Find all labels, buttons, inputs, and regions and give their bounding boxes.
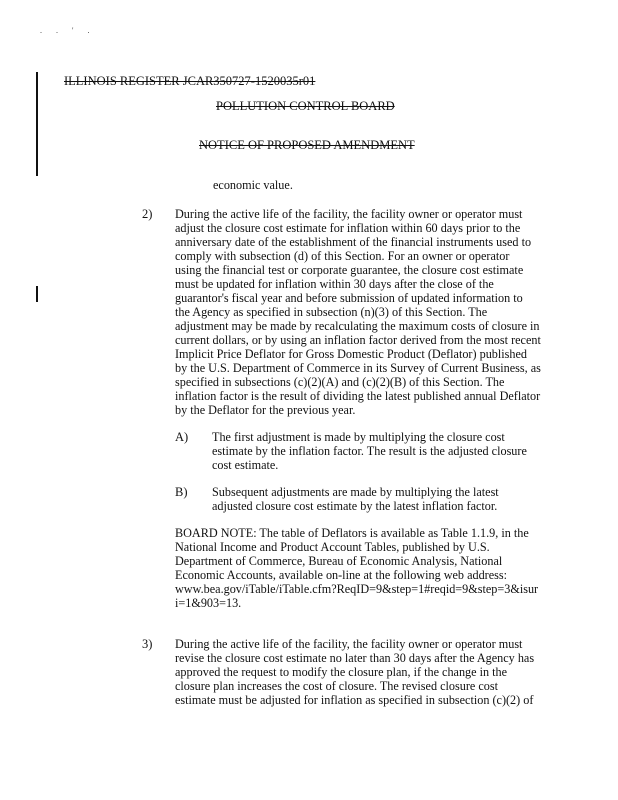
text-line: comply with subsection (d) of this Section. For an owner or operator <box>175 249 510 263</box>
item-number: 2) <box>142 207 153 221</box>
text-line: The first adjustment is made by multiplying the closure cost <box>212 430 505 444</box>
text-line: Implicit Price Deflator for Gross Domestic Product (Deflator) published <box>175 347 527 361</box>
text-line: the Agency as specified in subsection (n)(3) of this Section. The <box>175 305 488 319</box>
register-header: ILLINOIS REGISTER JCAR350727-1520035r01 <box>64 74 316 88</box>
item-number: A) <box>175 430 189 444</box>
text-line: i=1&903=13. <box>175 596 242 610</box>
text-line: estimate by the inflation factor. The result is the adjusted closure <box>212 444 527 458</box>
scan-marks: . . ' . <box>40 26 96 35</box>
text-line: closure plan increases the cost of closure. The revised closure cost <box>175 679 498 693</box>
item-3-paragraph <box>175 637 534 707</box>
continuation-text <box>213 178 293 192</box>
text-line: guarantor's fiscal year and before submission of updated information to <box>175 291 523 305</box>
text-line: During the active life of the facility, the facility owner or operator must <box>175 207 523 221</box>
text-line: Department of Commerce, Bureau of Economic Analysis, National <box>175 554 503 568</box>
item-2-paragraph <box>175 207 541 417</box>
text-line: anniversary date of the establishment of the financial instruments used to <box>175 235 532 249</box>
text-line: approved the request to modify the closure plan, if the change in the <box>175 665 508 679</box>
text-line: current dollars, or by using an inflation factor derived from the most recent <box>175 333 541 347</box>
text-line: adjust the closure cost estimate for inflation within 60 days prior to the <box>175 221 521 235</box>
text-line: Economic Accounts, available on-line at the following web address: <box>175 568 508 582</box>
text-line: specified in subsections (c)(2)(A) and (c)(2)(B) of this Section. The <box>175 375 505 389</box>
text-line: must be updated for inflation within 30 days after the close of the <box>175 277 494 291</box>
text-line: National Income and Product Account Tables, published by U.S. <box>175 540 490 554</box>
text-line: adjustment may be made by recalculating the maximum costs of closure in <box>175 319 540 333</box>
notice-header: NOTICE OF PROPOSED AMENDMENT <box>199 138 415 152</box>
text-line: adjusted closure cost estimate by the latest inflation factor. <box>212 499 498 513</box>
item-number: 3) <box>142 637 153 651</box>
text-line: by the Deflator for the previous year. <box>175 403 356 417</box>
text-line: cost estimate. <box>212 458 279 472</box>
text-line: estimate must be adjusted for inflation as specified in subsection (c)(2) of <box>175 693 534 707</box>
board-note <box>175 526 538 610</box>
text-line: During the active life of the facility, the facility owner or operator must <box>175 637 523 651</box>
change-bar <box>36 72 38 176</box>
item-a-paragraph <box>212 430 527 472</box>
text-line: by the U.S. Department of Commerce in its Survey of Current Business, as <box>175 361 541 375</box>
board-header: POLLUTION CONTROL BOARD <box>216 99 395 113</box>
text-line: using the financial test or corporate guarantee, the closure cost estimate <box>175 263 524 277</box>
text-line: www.bea.gov/iTable/iTable.cfm?ReqID=9&step=1#reqid=9&step=3&isur <box>175 582 539 596</box>
text-line: BOARD NOTE: The table of Deflators is available as Table 1.1.9, in the <box>175 526 529 540</box>
text-line: Subsequent adjustments are made by multiplying the latest <box>212 485 499 499</box>
text-line: inflation factor is the result of dividing the latest published annual Deflator <box>175 389 541 403</box>
text-line: economic value. <box>213 178 293 192</box>
item-b-paragraph <box>212 485 499 513</box>
item-number: B) <box>175 485 188 499</box>
change-bar <box>36 286 38 302</box>
text-line: revise the closure cost estimate no later than 30 days after the Agency has <box>175 651 535 665</box>
